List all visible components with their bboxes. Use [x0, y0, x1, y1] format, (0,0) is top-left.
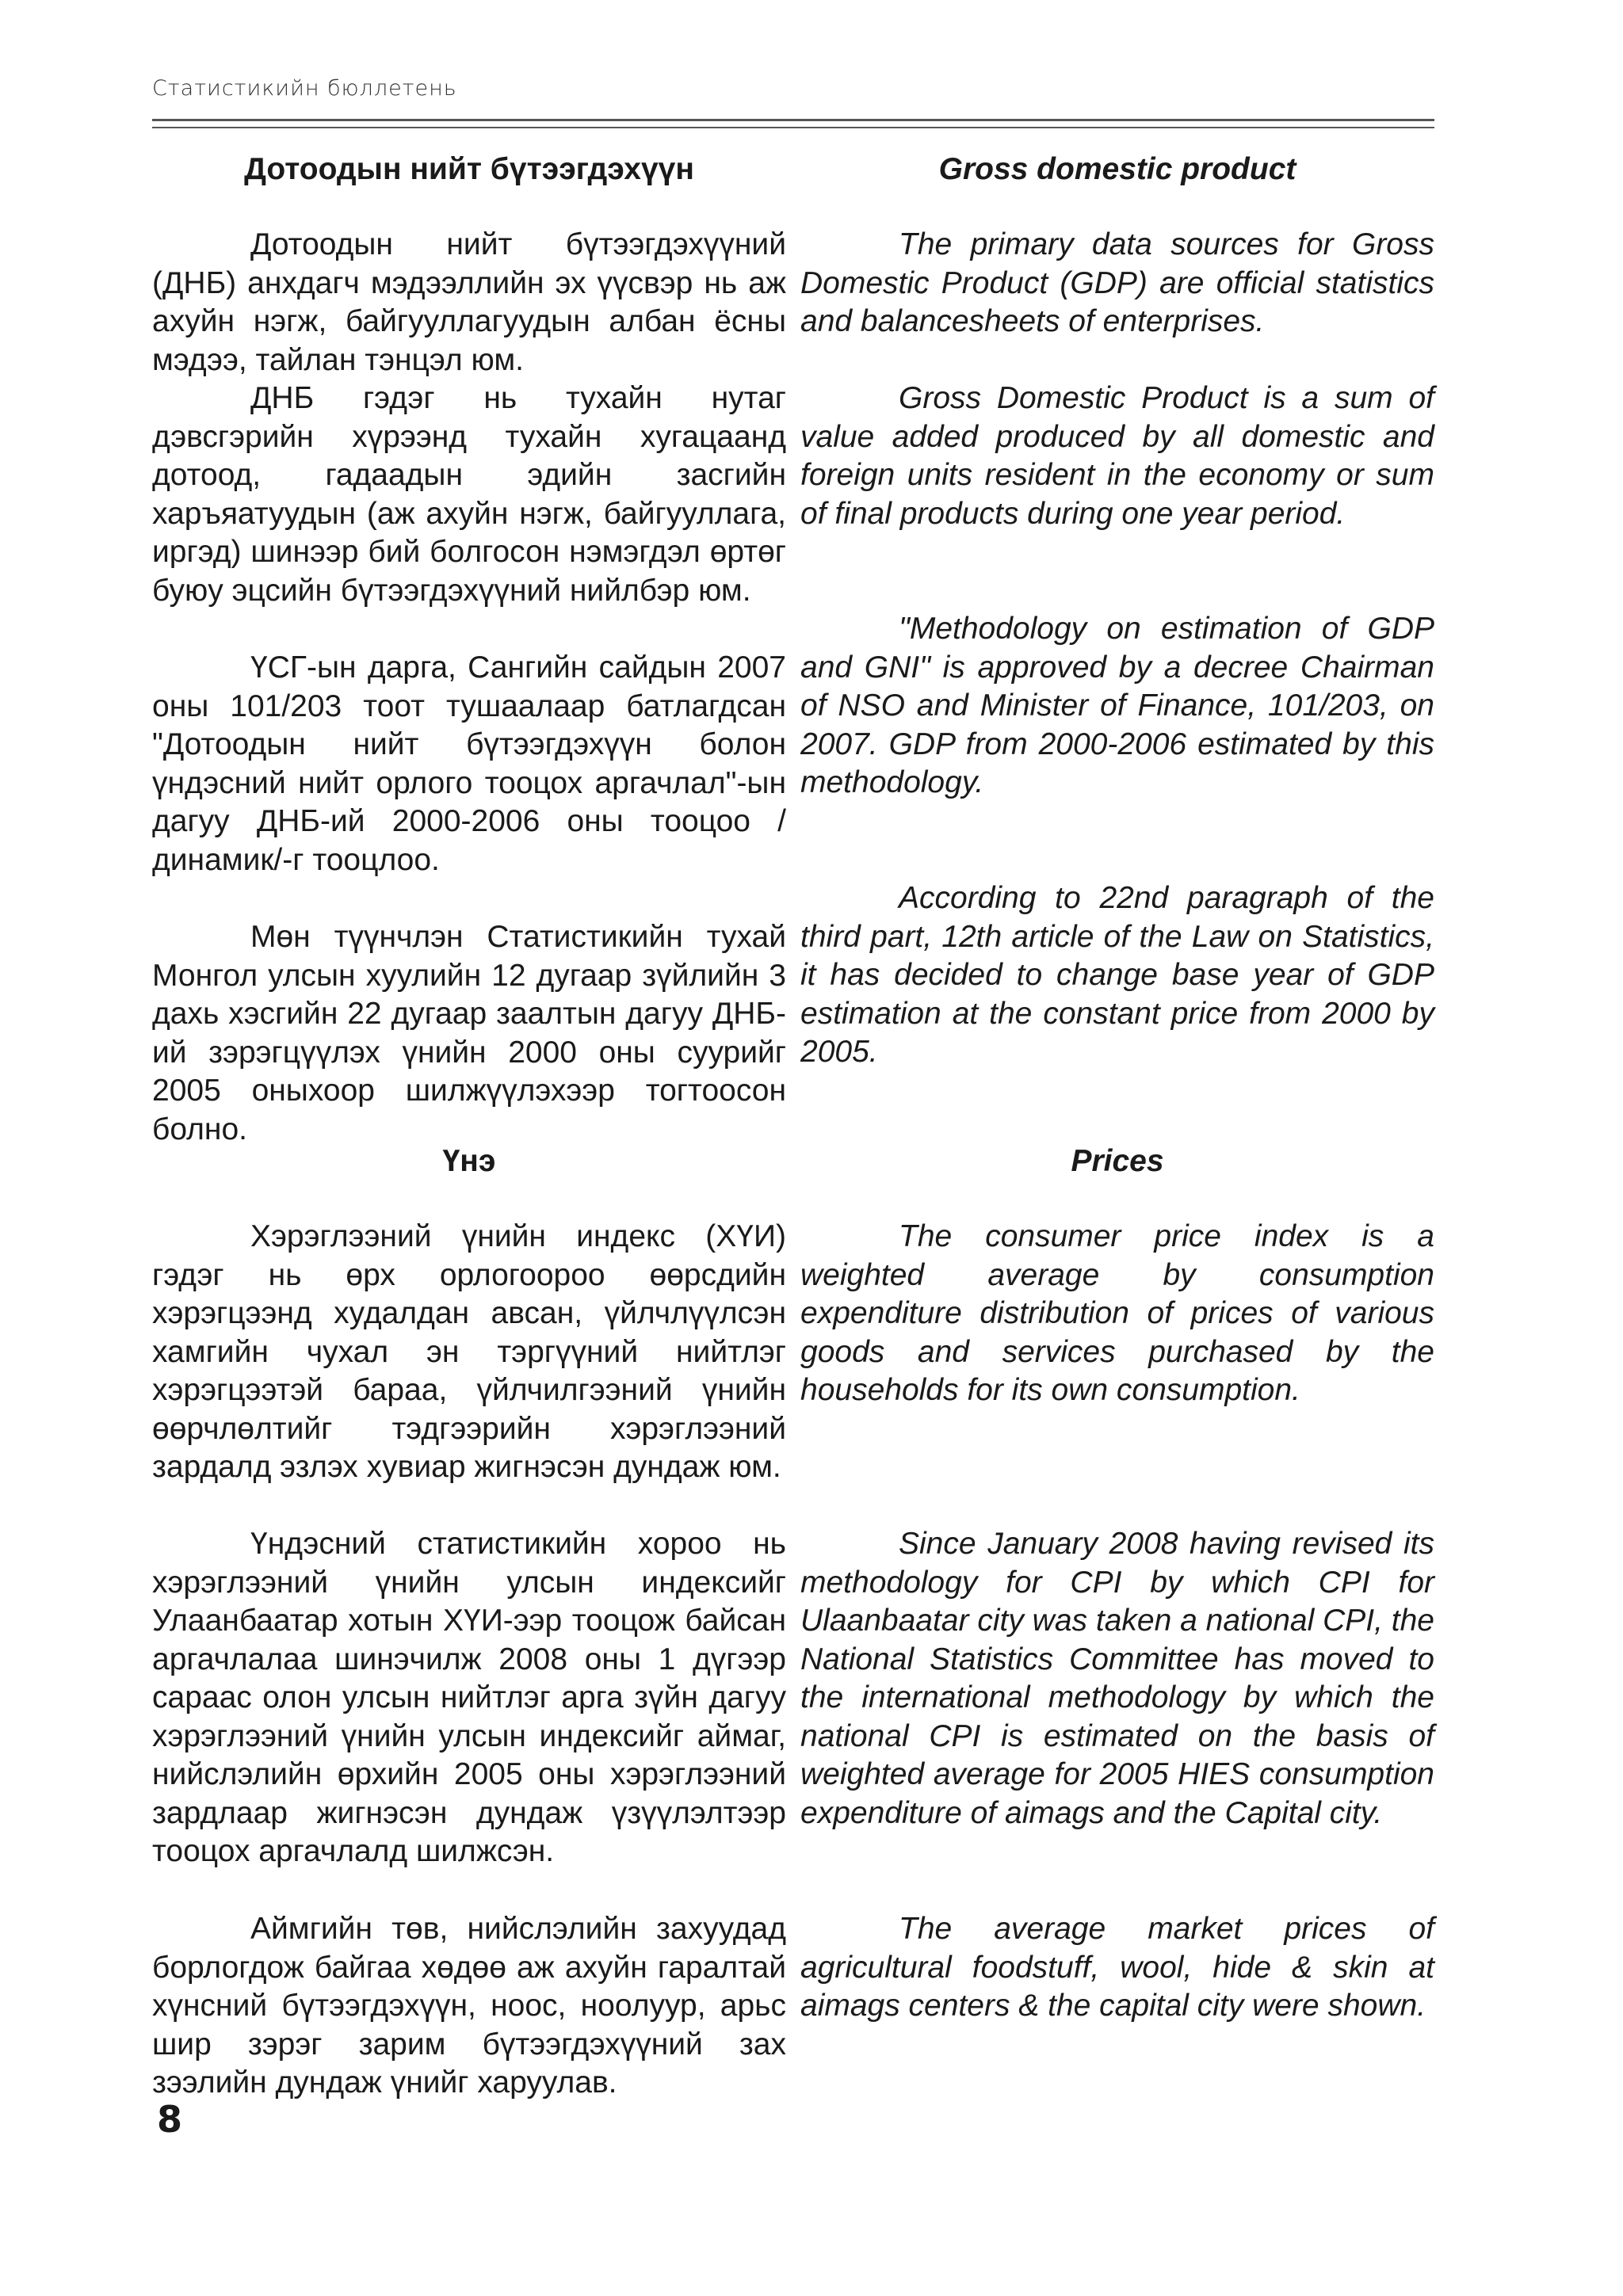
prices-paragraph-en-3: The average market prices of agricultural foodstuff, wool, hide & skin at aimags centers & the capital city were shown.	[800, 1912, 1434, 2023]
prices-paragraph-en-2: Since January 2008 having revised its methodology for CPI by which CPI for Ulaanbaatar city was taken a national CPI, the National Statistics Committee has moved to the international methodology by which the national CPI is estimated on the basis of weighted average for 2005 HIES consumption expenditure of aimags and the Capital city.	[800, 1527, 1434, 1830]
gdp-paragraph-en-4: According to 22nd paragraph of the third part, 12th article of the Law on Statistics, it has decided to change base year of GDP estimation at the constant price from 2000 by 2005.	[800, 881, 1434, 1069]
prices-heading-mn: Үнэ	[442, 1144, 496, 1178]
header-rule-top	[152, 119, 1434, 121]
header-rule-bottom	[152, 127, 1434, 128]
gdp-heading-en: Gross domestic product	[938, 152, 1296, 186]
gdp-paragraph-mn-2: ДНБ гэдэг нь тухайн нутаг дэвсгэрийн хүрээнд тухайн хугацаанд дотоод, гадаадын эдийн засгийн харъяатуудын (аж ахуйн нэгж, байгууллага, иргэд) шинээр бий болгосон нэмэгдэл өртөг буюу эцсийн бүтээгдэхүүний нийлбэр юм.	[152, 381, 786, 608]
gdp-paragraph-en-3: "Methodology on estimation of GDP and GNI" is approved by a decree Chairman of NSO and Minister of Finance, 101/203, on 2007. GDP from 2000-2006 estimated by this methodology.	[800, 612, 1434, 799]
prices-paragraph-mn-2: Үндэсний статистикийн хороо нь хэрэглээний үнийн улсын индексийг Улаанбаатар хотын ХҮИ-ээр тооцож байсан аргачлалаа шинэчилж 2008 оны 1 дүгээр сараас олон улсын нийтлэг арга зүйн дагуу хэрэглээний үнийн улсын индексийг аймаг, нийслэлийн өрхийн 2005 оны хэрэглээний зардлаар жигнэсэн дундаж үзүүлэлтээр тооцох аргачлалд шилжсэн.	[152, 1527, 786, 1868]
gdp-paragraph-mn-3: ҮСГ-ын дарга, Сангийн сайдын 2007 оны 101/203 тоот тушаалаар батлагдсан "Дотоодын нийт бүтээгдэхүүн болон үндэсний нийт орлого тооцох аргачлал"-ын дагуу ДНБ-ий 2000-2006 оны тооцоо /динамик/-г тооцлоо.	[152, 650, 786, 877]
gdp-paragraph-en-2: Gross Domestic Product is a sum of value added produced by all domestic and foreign units resident in the economy or sum of final products during one year period.	[800, 381, 1434, 531]
gdp-paragraph-mn-1: Дотоодын нийт бүтээгдэхүүний (ДНБ) анхдагч мэдээллийн эх үүсвэр нь аж ахуйн нэгж, байгууллагуудын албан ёсны мэдээ, тайлан тэнцэл юм.	[152, 227, 786, 377]
prices-heading-en: Prices	[1071, 1144, 1164, 1178]
prices-paragraph-mn-1: Хэрэглээний үнийн индекс (ХҮИ) гэдэг нь өрх орлогоороо өөрсдийн хэрэгцээнд худалдан авсан, үйлчлүүлсэн хамгийн чухал эн тэргүүний нийтлэг хэрэгцээтэй бараа, үйлчилгээний үнийн өөрчлөлтийг тэдгээрийн хэрэглээний зардалд эзлэх хувиар жигнэсэн дундаж юм.	[152, 1219, 786, 1484]
prices-paragraph-mn-3: Аймгийн төв, нийслэлийн захуудад борлогдож байгаа хөдөө аж ахуйн гаралтай хүнсний бүтээгдэхүүн, ноос, ноолуур, арьс шир зэрэг зарим бүтээгдэхүүний зах зээлийн дундаж үнийг харуулав.	[152, 1912, 786, 2100]
running-title: Статистикийн бюллетень	[152, 76, 457, 101]
gdp-paragraph-en-1: The primary data sources for Gross Domestic Product (GDP) are official statistics and balancesheets of enterprises.	[800, 227, 1434, 338]
gdp-paragraph-mn-4: Мөн түүнчлэн Статистикийн тухай Монгол улсын хуулийн 12 дугаар зүйлийн 3 дахь хэсгийн 22 дугаар заалтын дагуу ДНБ-ий зэрэгцүүлэх үнийн 2000 оны суурийг 2005 оныхоор шилжүүлэхээр тогтоосон болно.	[152, 920, 786, 1146]
page-number: 8	[157, 2098, 183, 2141]
prices-paragraph-en-1: The consumer price index is a weighted average by consumption expenditure distribution of prices of various goods and services purchased by the households for its own consumption.	[800, 1219, 1434, 1407]
gdp-heading-mn: Дотоодын нийт бүтээгдэхүүн	[244, 152, 694, 186]
